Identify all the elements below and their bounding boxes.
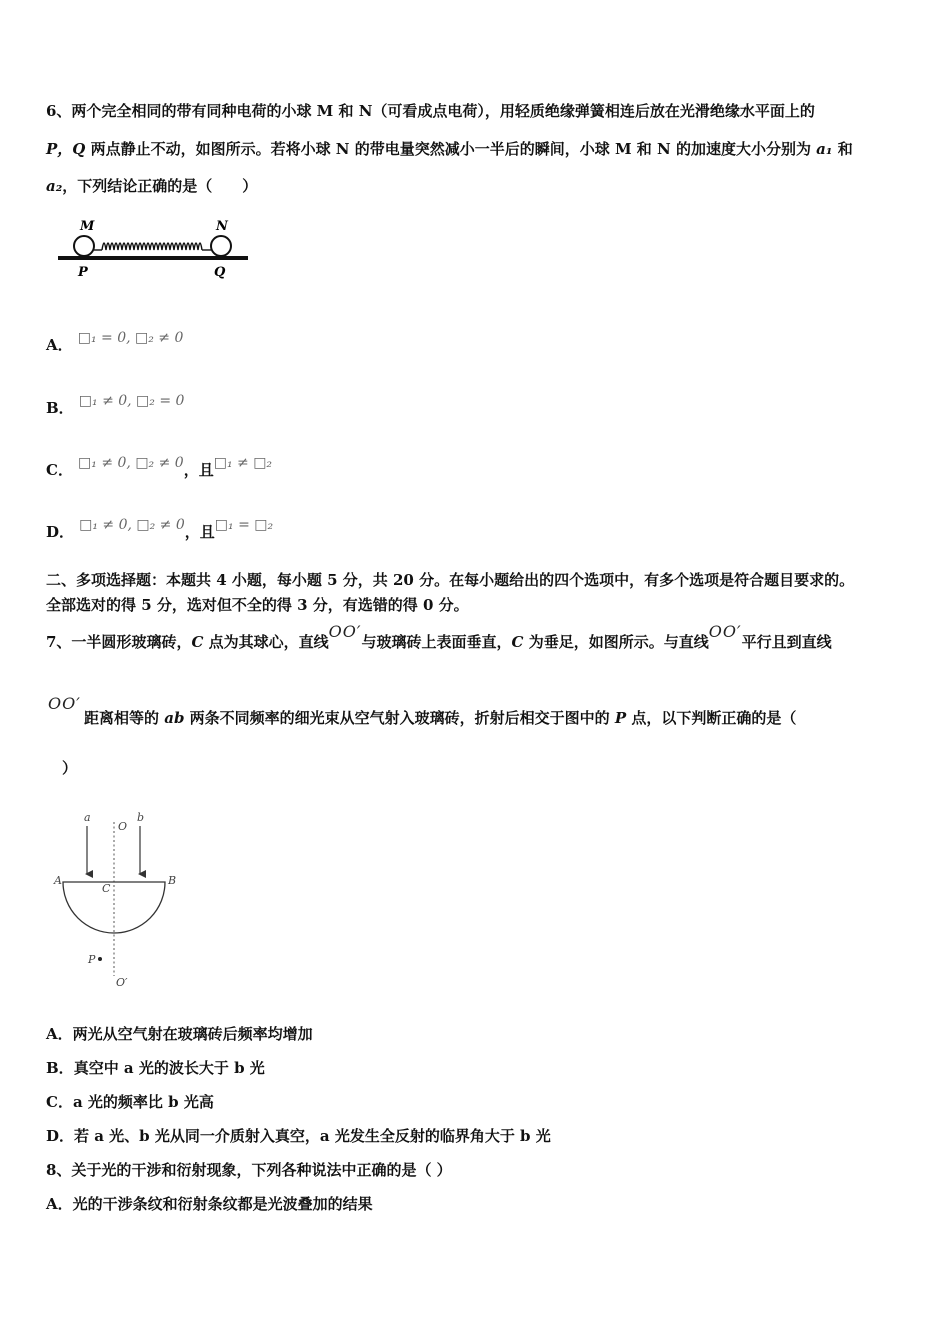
q8-option-a-text: 光的干涉条纹和衍射条纹都是光波叠加的结果	[72, 1195, 373, 1213]
q7-stem-line3: ）	[62, 759, 78, 777]
q7-option-b-text: 真空中 a 光的波长大于 b 光	[73, 1059, 265, 1077]
q6-option-c-and: ，且	[183, 461, 214, 479]
q7-c-2: C	[511, 633, 524, 651]
q7-option-d-text: 若 a 光、b 光从同一介质射入真空，a 光发生全反射的临界角大于 b 光	[74, 1127, 551, 1145]
q6-stem-line3	[46, 176, 257, 196]
q7-glass-figure	[50, 808, 190, 992]
q6-and: 和	[832, 140, 853, 158]
q7-fig-label-o-prime: O′	[116, 976, 128, 989]
q7-option-a-label: A．	[46, 1025, 73, 1043]
q7-text-8: 点，以下判断正确的是（	[626, 709, 797, 727]
q7-fig-label-b-point: B	[168, 874, 177, 887]
q6-option-c[interactable]	[46, 451, 273, 479]
q8-stem: 8、关于光的干涉和衍射现象，下列各种说法中正确的是（ ）	[46, 1161, 452, 1179]
section2-heading-line2: 全部选对的得 5 分，选对但不全的得 3 分，有选错的得 0 分。	[46, 596, 469, 614]
q7-option-a[interactable]	[46, 1024, 313, 1044]
ball-n	[211, 236, 231, 256]
q7-fig-label-b: b	[137, 811, 145, 824]
q6-fig-label-q: Q	[214, 265, 226, 280]
ball-m	[74, 236, 94, 256]
q7-oo-3: OO′	[48, 694, 81, 713]
q6-option-a-expr: □₁ = 0, □₂ ≠ 0	[77, 330, 184, 346]
q7-text-3: 与玻璃砖上表面垂直，	[361, 633, 512, 651]
q7-p: P	[614, 709, 627, 727]
spring	[94, 243, 211, 250]
q6-a1: a₁	[816, 140, 833, 158]
q6-option-c-expr2: □₁ ≠ □₂	[213, 455, 273, 471]
q7-option-b-label: B．	[46, 1059, 74, 1077]
q7-text-4: 为垂足，如图所示。与直线	[523, 633, 709, 651]
q6-stem-line2-text: 两点静止不动，如图所示。若将小球 N 的带电量突然减小一半后的瞬间，小球 M 和 N 的加速度大小分别为	[85, 140, 817, 158]
q7-c-1: C	[191, 633, 204, 651]
q7-fig-label-c: C	[102, 882, 111, 895]
section2-heading-line1: 二、多项选择题：本题共 4 小题，每小题 5 分，共 20 分。在每小题给出的四个选项中，有多个选项是符合题目要求的。	[46, 571, 855, 589]
q6-spring-figure	[56, 218, 256, 280]
q6-option-c-expr: □₁ ≠ 0, □₂ ≠ 0	[78, 455, 184, 471]
q7-oo-1: OO′	[328, 622, 362, 641]
q8-option-a[interactable]	[46, 1194, 373, 1214]
point-p	[98, 957, 102, 961]
q6-option-d-label: D．	[46, 523, 75, 541]
q6-stem-line2	[46, 139, 853, 159]
q6-points-pq: P，Q	[46, 140, 86, 158]
q7-option-a-text: 两光从空气射在玻璃砖后频率均增加	[72, 1025, 313, 1043]
q6-option-a[interactable]	[46, 326, 184, 354]
q6-fig-label-n: N	[216, 219, 228, 234]
q6-fig-label-m: M	[80, 219, 95, 234]
q6-option-d[interactable]	[46, 513, 274, 541]
q7-option-c-label: C．	[46, 1093, 73, 1111]
q7-fig-label-p: P	[88, 953, 96, 966]
q7-text-2: 点为其球心，直线	[203, 633, 329, 651]
q6-option-b-label: B．	[46, 399, 74, 417]
q6-stem-line3-text: ，下列结论正确的是（ ）	[62, 177, 258, 195]
q7-text-6: 距离相等的	[84, 709, 165, 727]
q7-option-d-label: D．	[46, 1127, 75, 1145]
q7-fig-label-a: a	[84, 811, 91, 824]
q7-stem-line2	[84, 708, 796, 728]
q7-option-d[interactable]	[46, 1126, 551, 1146]
q7-oo-2: OO′	[708, 622, 742, 641]
q6-option-a-label: A．	[46, 336, 73, 354]
q7-option-b[interactable]	[46, 1058, 265, 1078]
q6-a2: a₂	[46, 177, 63, 195]
q7-text-5: 平行且到直线	[741, 633, 832, 651]
q6-option-c-label: C．	[46, 461, 73, 479]
q6-stem-line1: 6、两个完全相同的带有同种电荷的小球 M 和 N（可看成点电荷），用轻质绝缘弹簧相连后放在光滑绝缘水平面上的	[46, 102, 815, 120]
q6-option-d-and: ，且	[184, 523, 215, 541]
ground-surface	[58, 256, 248, 260]
q7-text-7: 两条不同频率的细光束从空气射入玻璃砖，折射后相交于图中的	[184, 709, 615, 727]
q6-fig-label-p: P	[78, 265, 88, 280]
q6-option-d-expr: □₁ ≠ 0, □₂ ≠ 0	[79, 517, 185, 533]
q7-fig-label-o: O	[118, 820, 128, 833]
q7-option-c[interactable]	[46, 1092, 214, 1112]
q7-fig-label-a-point: A	[54, 874, 62, 887]
q7-text-1: 7、一半圆形玻璃砖，	[46, 633, 192, 651]
q6-option-b[interactable]	[46, 389, 185, 417]
q7-ab: ab	[164, 709, 185, 727]
q6-option-d-expr2: □₁ = □₂	[214, 517, 274, 533]
q7-stem-line1	[46, 622, 832, 652]
q6-option-b-expr: □₁ ≠ 0, □₂ = 0	[78, 393, 185, 409]
q8-option-a-label: A．	[46, 1195, 73, 1213]
q7-option-c-text: a 光的频率比 b 光高	[72, 1093, 214, 1111]
